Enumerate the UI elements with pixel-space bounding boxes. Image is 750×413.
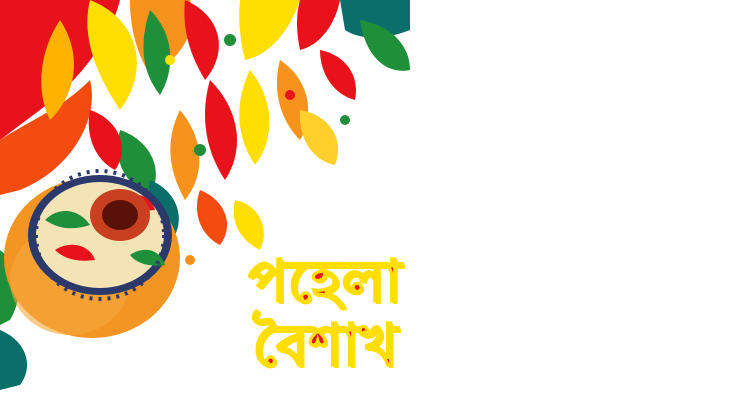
title-line-boishakh: বৈশাখ xyxy=(252,311,398,379)
title-line-pohela: পহেলা xyxy=(248,247,402,315)
title xyxy=(230,247,420,379)
clay-pot-icon xyxy=(4,171,180,338)
blank-area xyxy=(410,0,750,413)
